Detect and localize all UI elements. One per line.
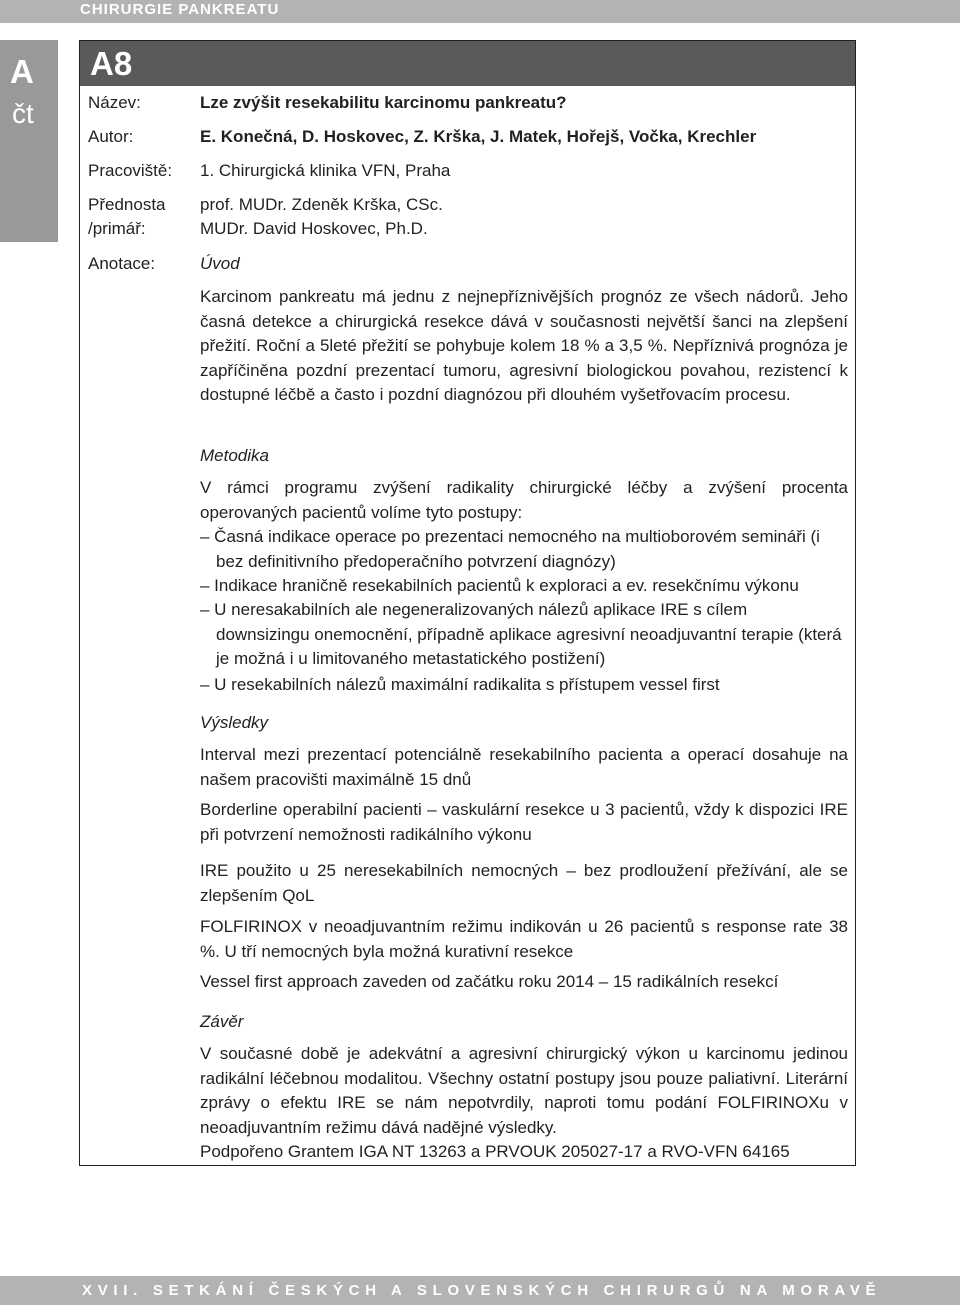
abstract-head-2: MUDr. David Hoskovec, Ph.D. xyxy=(200,219,428,238)
abstract-head-1: prof. MUDr. Zdeněk Krška, CSc. xyxy=(200,195,443,214)
methods-text: V rámci programu zvýšení radikality chirurgické léčby a zvýšení procenta operovaných pacientů volíme tyto postupy: xyxy=(200,478,848,522)
conclusion-text: V současné době je adekvátní a agresivní chirurgický výkon u karcinomu jedinou radikální léčebnou modalitou. Všechny ostatní postupy jsou pouze paliativní. Literární zprávy o efektu IRE se nám nepotvrdily, naproti tomu podání FOLFIRINOXu v neoadjuvantním režimu dává nadějné výsledky. xyxy=(200,1044,848,1137)
grant-support: Podpořeno Grantem IGA NT 13263 a PRVOUK 205027-17 a RVO-VFN 64165 xyxy=(200,1142,790,1161)
label-head-2: /primář: xyxy=(88,219,146,238)
abstract-code: A8 xyxy=(90,45,133,82)
footer-bar xyxy=(0,1276,960,1305)
intro-text: Karcinom pankreatu má jednu z nejnepříznivějších prognóz ze všech nádorů. Jeho časná detekce a chirurgická resekce dává v současnosti největší šanci na zlepšení přežití. Roční a 5leté přežití se pohybuje kolem 18 % a 3,5 %. Nepříznivá prognóza je zapříčiněna pozdní prezentací tumoru, agresivní biologickou povahou, rezistencí k dostupné léčbě a často i pozdní diagnózou při dlouhém vyšetřovacím procesu. xyxy=(200,287,848,404)
abstract-title: Lze zvýšit resekabilitu karcinomu pankreatu? xyxy=(200,93,567,112)
heading-intro: Úvod xyxy=(200,254,240,273)
label-head-1: Přednosta xyxy=(88,195,166,214)
results-item: Vessel first approach zaveden od začátku roku 2014 – 15 radikálních resekcí xyxy=(200,972,779,991)
methods-list-item: – U neresakabilních ale negeneralizovaných nálezů aplikace IRE s cílem downsizingu onemocnění, případně aplikace agresivní neoadjuvantní terapie (která je možná i u limitovaného metastatického postižení) xyxy=(200,600,842,668)
methods-list-item: – Časná indikace operace po prezentaci nemocného na multioborovém semináři (i bez definitivního předoperačního potvrzení diagnózy) xyxy=(200,527,820,571)
results-item: FOLFIRINOX v neoadjuvantním režimu indikován u 26 pacientů s response rate 38 %. U tří nemocných byla možná kurativní resekce xyxy=(200,917,848,961)
abstract-authors: E. Konečná, D. Hoskovec, Z. Krška, J. Matek, Hořejš, Vočka, Krechler xyxy=(200,127,757,146)
results-item: Borderline operabilní pacienti – vaskulární resekce u 3 pacientů, vždy k dispozici IRE při potvrzení nemožnosti radikálního výkonu xyxy=(200,800,848,844)
heading-conclusion: Závěr xyxy=(200,1012,244,1031)
methods-list-item: – U resekabilních nálezů maximální radikalita s přístupem vessel first xyxy=(200,675,720,694)
methods-list-item: – Indikace hraničně resekabilních pacientů k exploraci a ev. resekčnímu výkonu xyxy=(200,576,799,595)
label-title: Název: xyxy=(88,93,141,112)
label-author: Autor: xyxy=(88,127,134,146)
side-tab-letter: A xyxy=(10,53,34,90)
side-tab-section: čt xyxy=(12,98,34,129)
label-workplace: Pracoviště: xyxy=(88,161,173,180)
heading-results: Výsledky xyxy=(200,713,269,732)
results-item: IRE použito u 25 neresekabilních nemocných – bez prodloužení přežívání, ale se zlepšením QoL xyxy=(200,861,848,905)
results-item: Interval mezi prezentací potenciálně resekabilního pacienta a operací dosahuje na našem pracovišti maximálně 15 dnů xyxy=(200,745,848,789)
heading-methods: Metodika xyxy=(200,446,269,465)
abstract-code-bar xyxy=(80,41,855,86)
abstract-box xyxy=(79,40,856,1166)
top-header-bar xyxy=(0,0,960,23)
label-annotation: Anotace: xyxy=(88,254,156,273)
abstract-workplace: 1. Chirurgická klinika VFN, Praha xyxy=(200,161,451,180)
footer-conference-title: XVII. SETKÁNÍ ČESKÝCH A SLOVENSKÝCH CHIRURGŮ NA MORAVĚ xyxy=(82,1282,882,1299)
section-title: CHIRURGIE PANKREATU xyxy=(80,1,280,18)
side-tab xyxy=(0,40,58,242)
